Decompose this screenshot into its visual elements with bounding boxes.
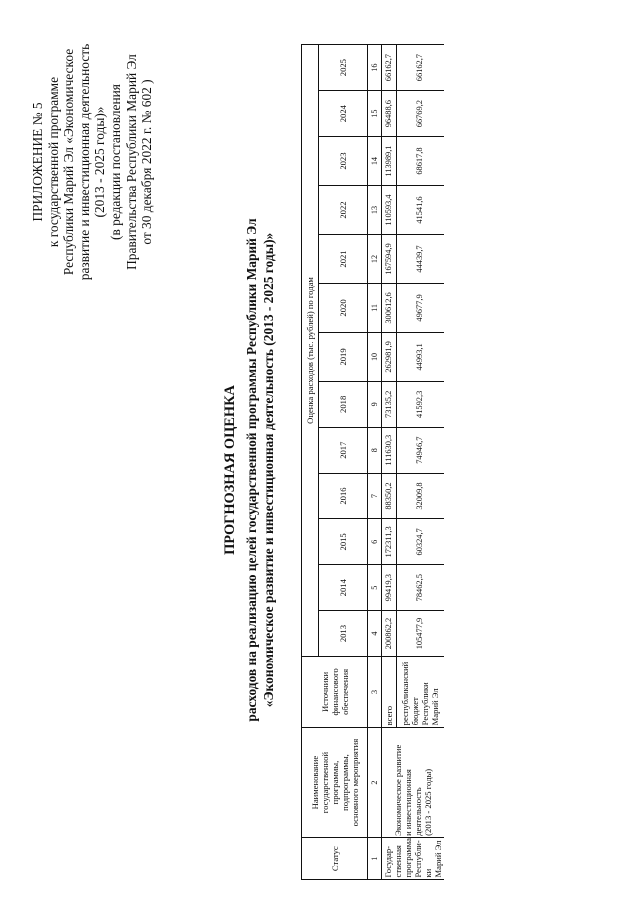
column-number: 2	[368, 727, 382, 837]
title-program-name: «Экономическое развитие и инвестиционная деятельность (2013 - 2025 годы)»	[261, 232, 276, 708]
year-header: 2018	[319, 381, 368, 427]
value-cell: 66769,2	[396, 91, 444, 137]
appendix-line: ПРИЛОЖЕНИЕ № 5	[30, 102, 45, 222]
column-number: 5	[368, 565, 382, 611]
year-header: 2024	[319, 91, 368, 137]
appendix-header	[30, 32, 155, 292]
title-subtitle: расходов на реализацию целей государственной программы Республики Марий Эл	[244, 218, 259, 722]
value-cell: 41541,6	[396, 186, 444, 235]
status-cell: Государ- ственная программа Республи- ки Марий Эл	[383, 838, 443, 878]
column-number: 10	[368, 332, 382, 381]
appendix-line: (в редакции постановления	[107, 84, 123, 240]
column-number: 4	[368, 611, 382, 657]
value-cell: 60324,7	[396, 519, 444, 565]
value-cell: 74946,7	[396, 427, 444, 473]
column-number: 8	[368, 427, 382, 473]
value-cell: 66162,7	[382, 45, 397, 91]
header-name: Наименование государственной программы, подпрограммы, основного мероприятия	[302, 727, 368, 837]
value-cell: 44439,7	[396, 235, 444, 284]
appendix-line: к государственной программе	[45, 76, 61, 248]
column-number: 3	[368, 656, 382, 727]
value-cell: 44993,1	[396, 332, 444, 381]
value-cell: 200862,2	[382, 611, 397, 657]
year-header: 2022	[319, 186, 368, 235]
column-number: 7	[368, 473, 382, 519]
header-funding-sources: Источники финансового обеспечения	[302, 656, 368, 727]
document-title	[222, 70, 277, 870]
column-number: 13	[368, 186, 382, 235]
header-status: Статус	[302, 838, 368, 880]
value-cell: 172311,3	[382, 519, 397, 565]
year-header: 2014	[319, 565, 368, 611]
value-cell: 78462,5	[396, 565, 444, 611]
value-cell: 300612,6	[382, 283, 397, 332]
column-number: 1	[368, 838, 382, 880]
value-cell: 105477,9	[396, 611, 444, 657]
value-cell: 68617,8	[396, 137, 444, 186]
value-cell: 49677,9	[396, 283, 444, 332]
rotated-document-page	[10, 22, 612, 890]
appendix-line: Республики Марий Эл «Экономическое	[61, 48, 77, 276]
appendix-line: Правительства Республики Марий Эл	[123, 54, 139, 270]
expense-estimate-table	[301, 44, 444, 880]
year-header: 2016	[319, 473, 368, 519]
value-cell: 73135,2	[382, 381, 397, 427]
year-header: 2023	[319, 137, 368, 186]
year-header: 2015	[319, 519, 368, 565]
appendix-line: (2013 - 2025 годы)»	[92, 106, 108, 218]
value-cell: 167594,9	[382, 235, 397, 284]
funding-source-cell: всего	[382, 656, 397, 727]
table-row-total	[382, 45, 397, 880]
value-cell: 110593,4	[382, 186, 397, 235]
value-cell: 111630,3	[382, 427, 397, 473]
column-number-row	[368, 45, 382, 880]
column-number: 12	[368, 235, 382, 284]
column-number: 6	[368, 519, 382, 565]
title-main: ПРОГНОЗНАЯ ОЦЕНКА	[222, 385, 238, 555]
value-cell: 66162,7	[396, 45, 444, 91]
year-header: 2025	[319, 45, 368, 91]
value-cell: 113989,1	[382, 137, 397, 186]
value-cell: 88350,2	[382, 473, 397, 519]
year-header: 2013	[319, 611, 368, 657]
year-header: 2020	[319, 283, 368, 332]
column-number: 9	[368, 381, 382, 427]
program-name-cell: Экономическое развитие и инвестиционная деятельность (2013 - 2025 годы)	[382, 727, 445, 837]
value-cell: 41592,3	[396, 381, 444, 427]
year-header: 2021	[319, 235, 368, 284]
year-header: 2019	[319, 332, 368, 381]
column-number: 15	[368, 91, 382, 137]
value-cell: 32009,8	[396, 473, 444, 519]
value-cell: 99419,3	[382, 565, 397, 611]
column-number: 16	[368, 45, 382, 91]
appendix-line: от 30 декабря 2022 г. № 602 )	[139, 79, 155, 245]
header-expense-estimate: Оценка расходов (тыс. рублей) по годам	[302, 45, 319, 657]
value-cell: 96488,6	[382, 91, 397, 137]
column-number: 14	[368, 137, 382, 186]
column-number: 11	[368, 283, 382, 332]
appendix-line: развитие и инвестиционная деятельность	[76, 43, 92, 281]
table-header-row	[302, 45, 319, 880]
year-header: 2017	[319, 427, 368, 473]
funding-source-cell: республиканский бюджет Республики Марий Эл	[396, 656, 444, 727]
value-cell: 262981,9	[382, 332, 397, 381]
